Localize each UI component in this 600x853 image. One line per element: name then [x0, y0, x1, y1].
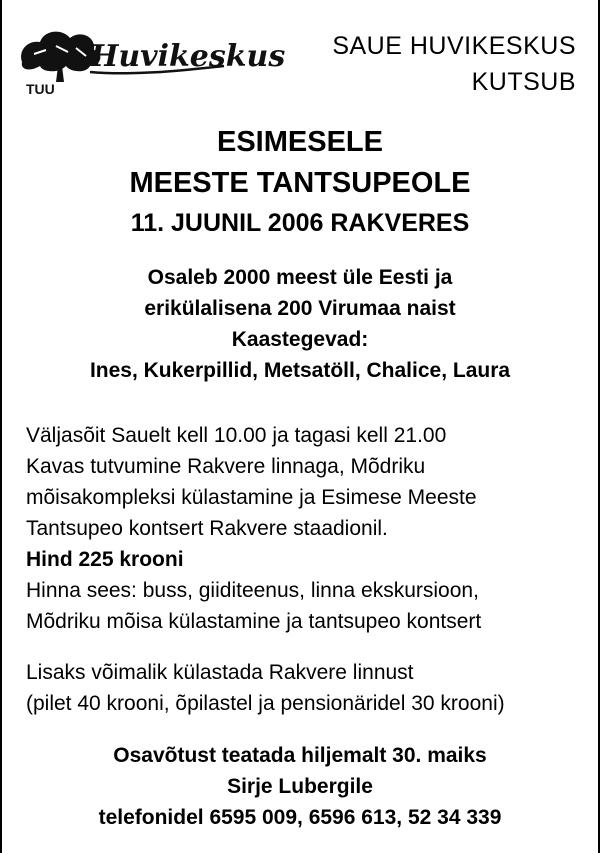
- price: Hind 225 krooni: [26, 548, 184, 571]
- participants-line-2: erikülalisena 200 Virumaa naist: [144, 297, 456, 320]
- castle-line-1: Lisaks võimalik külastada Rakvere linnust: [26, 661, 414, 684]
- participants-line-1: Osaleb 2000 meest üle Eesti ja: [147, 266, 453, 289]
- trip-details: [26, 420, 588, 637]
- performers-label: Kaastegevad:: [231, 328, 369, 351]
- svg-text:TUU: TUU: [26, 81, 55, 97]
- castle-visit: [26, 657, 588, 719]
- huvikeskus-logo: [16, 20, 286, 100]
- invite-word: KUTSUB: [471, 68, 576, 96]
- trip-line-3: mõisakompleksi külastamine ja Esimese Meeste: [26, 486, 477, 509]
- castle-line-2: (pilet 40 krooni, õpilastel ja pensionäridel 30 krooni): [26, 692, 505, 715]
- svg-text:Huvikeskus: Huvikeskus: [90, 39, 286, 74]
- contact-phones: telefonidel 6595 009, 6596 613, 52 34 339: [98, 806, 502, 829]
- price-includes-1: Hinna sees: buss, giiditeenus, linna ekskursioon,: [26, 579, 479, 602]
- tree-logo-icon: [16, 20, 286, 100]
- performers-list: Ines, Kukerpillid, Metsatöll, Chalice, Laura: [89, 359, 511, 382]
- contact-name: Sirje Lubergile: [227, 775, 373, 798]
- price-includes-2: Mõdriku mõisa külastamine ja tantsupeo kontsert: [26, 610, 482, 633]
- trip-line-1: Väljasõit Sauelt kell 10.00 ja tagasi kell 21.00: [26, 424, 447, 447]
- registration-contact: [2, 740, 598, 833]
- participants-block: [2, 262, 598, 386]
- trip-line-4: Tantsupeo kontsert Rakvere staadionil.: [26, 517, 388, 540]
- organizer-heading: [332, 28, 576, 100]
- trip-line-2: Kavas tutvumine Rakvere linnaga, Mõdriku: [26, 455, 426, 478]
- contact-line-1: Osavõtust teatada hiljemalt 30. maiks: [113, 744, 487, 767]
- event-date-place: 11. JUUNIL 2006 RAKVERES: [130, 209, 470, 237]
- organizer-name: SAUE HUVIKESKUS: [332, 32, 576, 60]
- title-line-2: MEESTE TANTSUPEOLE: [129, 167, 471, 199]
- event-title: [2, 122, 598, 242]
- title-line-1: ESIMESELE: [217, 126, 383, 158]
